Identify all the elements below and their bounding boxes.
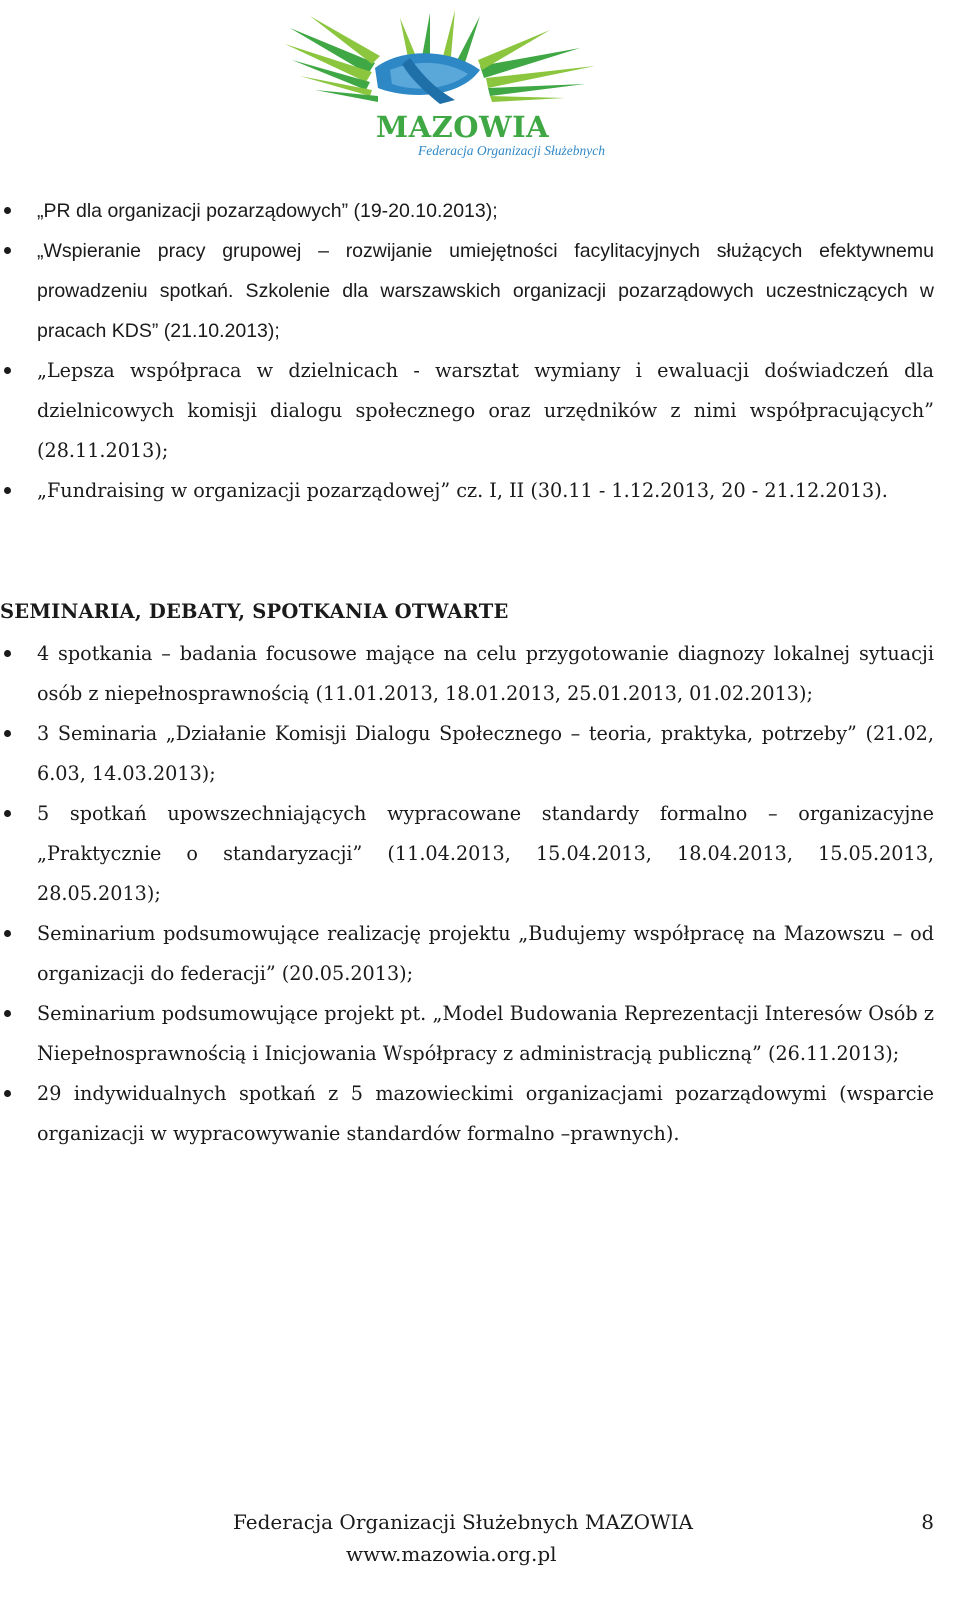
training-list: [0, 191, 960, 511]
knot-emblem-icon: [280, 8, 625, 118]
list-item: „Wspieranie pracy grupowej – rozwijanie umiejętności facylitacyjnych służących efektywnemu prowadzeniu spotkań. Szkolenie dla warszawskich organizacji pozarządowych uczestniczących w pracach KDS” (21.10.2013);: [0, 231, 960, 351]
list-item: 5 spotkań upowszechniających wypracowane standardy formalno – organizacyjne „Praktycznie o standaryzacji” (11.04.2013, 15.04.2013, 18.04.2013, 15.05.2013, 28.05.2013);: [0, 794, 960, 914]
list-item: Seminarium podsumowujące realizację projektu „Budujemy współpracę na Mazowszu – od organizacji do federacji” (20.05.2013);: [0, 914, 960, 994]
list-item: „Fundraising w organizacji pozarządowej” cz. I, II (30.11 - 1.12.2013, 20 - 21.12.2013).: [0, 471, 960, 511]
page-number: 8: [921, 1510, 934, 1534]
section-heading: SEMINARIA, DEBATY, SPOTKANIA OTWARTE: [0, 600, 509, 623]
list-item: 4 spotkania – badania focusowe mające na celu przygotowanie diagnozy lokalnej sytuacji osób z niepełnosprawnością (11.01.2013, 18.01.2013, 25.01.2013, 01.02.2013);: [0, 634, 960, 714]
footer-website-link[interactable]: www.mazowia.org.pl: [346, 1542, 557, 1566]
list-item: „PR dla organizacji pozarządowych” (19-20.10.2013);: [0, 191, 960, 231]
seminars-list: [0, 634, 960, 1154]
list-item: 29 indywidualnych spotkań z 5 mazowieckimi organizacjami pozarządowymi (wsparcie organizacji w wypracowywanie standardów formalno –prawnych).: [0, 1074, 960, 1154]
footer-organization: Federacja Organizacji Służebnych MAZOWIA: [233, 1510, 693, 1534]
list-item: „Lepsza współpraca w dzielnicach - warsztat wymiany i ewaluacji doświadczeń dla dzielnicowych komisji dialogu społecznego oraz urzędników z nimi współpracujących” (28.11.2013);: [0, 351, 960, 471]
list-item: 3 Seminaria „Działanie Komisji Dialogu Społecznego – teoria, praktyka, potrzeby” (21.02, 6.03, 14.03.2013);: [0, 714, 960, 794]
logo-subtitle: Federacja Organizacji Służebnych: [418, 143, 605, 158]
mazowia-logo: [280, 8, 625, 160]
list-item: Seminarium podsumowujące projekt pt. „Model Budowania Reprezentacji Interesów Osób z Niepełnosprawnością i Inicjowania Współpracy z administracją publiczną” (26.11.2013);: [0, 994, 960, 1074]
logo-title: MAZOWIA: [376, 110, 550, 144]
